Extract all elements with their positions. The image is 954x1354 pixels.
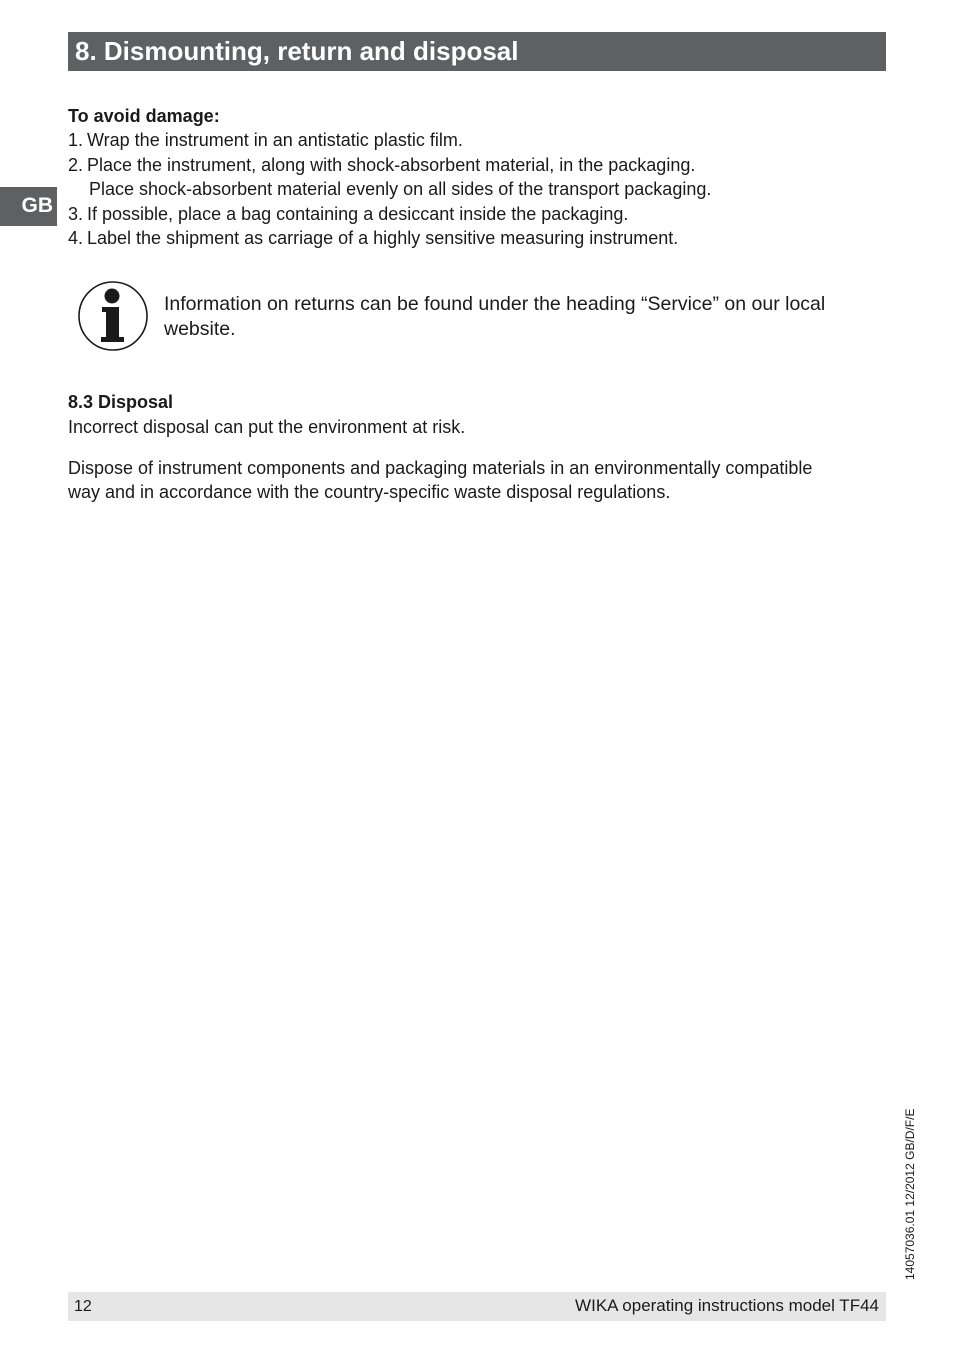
list-item-number: 2. bbox=[68, 155, 84, 175]
list-item-text: If possible, place a bag containing a desiccant inside the packaging. bbox=[87, 204, 629, 224]
list-item bbox=[68, 202, 628, 227]
info-note-line: website. bbox=[164, 318, 236, 340]
info-note-line: Information on returns can be found under the heading “Service” on our local bbox=[164, 293, 826, 315]
footer-bar bbox=[68, 1292, 886, 1321]
list-item-number: 1. bbox=[68, 130, 84, 150]
avoid-damage-heading: To avoid damage: bbox=[68, 106, 220, 126]
section-header-bar bbox=[68, 32, 886, 71]
list-item-number: 3. bbox=[68, 204, 84, 224]
list-item-text: Label the shipment as carriage of a highly sensitive measuring instrument. bbox=[87, 228, 679, 248]
language-tab bbox=[0, 187, 57, 226]
list-item bbox=[68, 153, 695, 178]
disposal-paragraph: Incorrect disposal can put the environment at risk. bbox=[68, 417, 466, 437]
info-note bbox=[164, 292, 864, 342]
list-item-continuation: Place shock-absorbent material evenly on all sides of the transport packaging. bbox=[89, 179, 712, 199]
disposal-paragraph: way and in accordance with the country-specific waste disposal regulations. bbox=[68, 482, 671, 502]
language-tab-label: GB bbox=[21, 194, 53, 217]
document-code: 14057036.01 12/2012 GB/D/F/E bbox=[903, 1108, 917, 1280]
info-icon bbox=[77, 280, 149, 352]
section-title: 8. Dismounting, return and disposal bbox=[75, 36, 519, 66]
disposal-paragraph: Dispose of instrument components and packaging materials in an environmentally compatible bbox=[68, 458, 813, 478]
list-item bbox=[68, 226, 678, 251]
disposal-heading: 8.3 Disposal bbox=[68, 392, 174, 412]
list-item-number: 4. bbox=[68, 228, 84, 248]
list-item bbox=[68, 128, 463, 153]
list-item-text: Place the instrument, along with shock-absorbent material, in the packaging. bbox=[87, 155, 696, 175]
footer-doc-title: WIKA operating instructions model TF44 bbox=[575, 1296, 879, 1315]
page-number: 12 bbox=[74, 1298, 92, 1315]
list-item-text: Wrap the instrument in an antistatic plastic film. bbox=[87, 130, 463, 150]
